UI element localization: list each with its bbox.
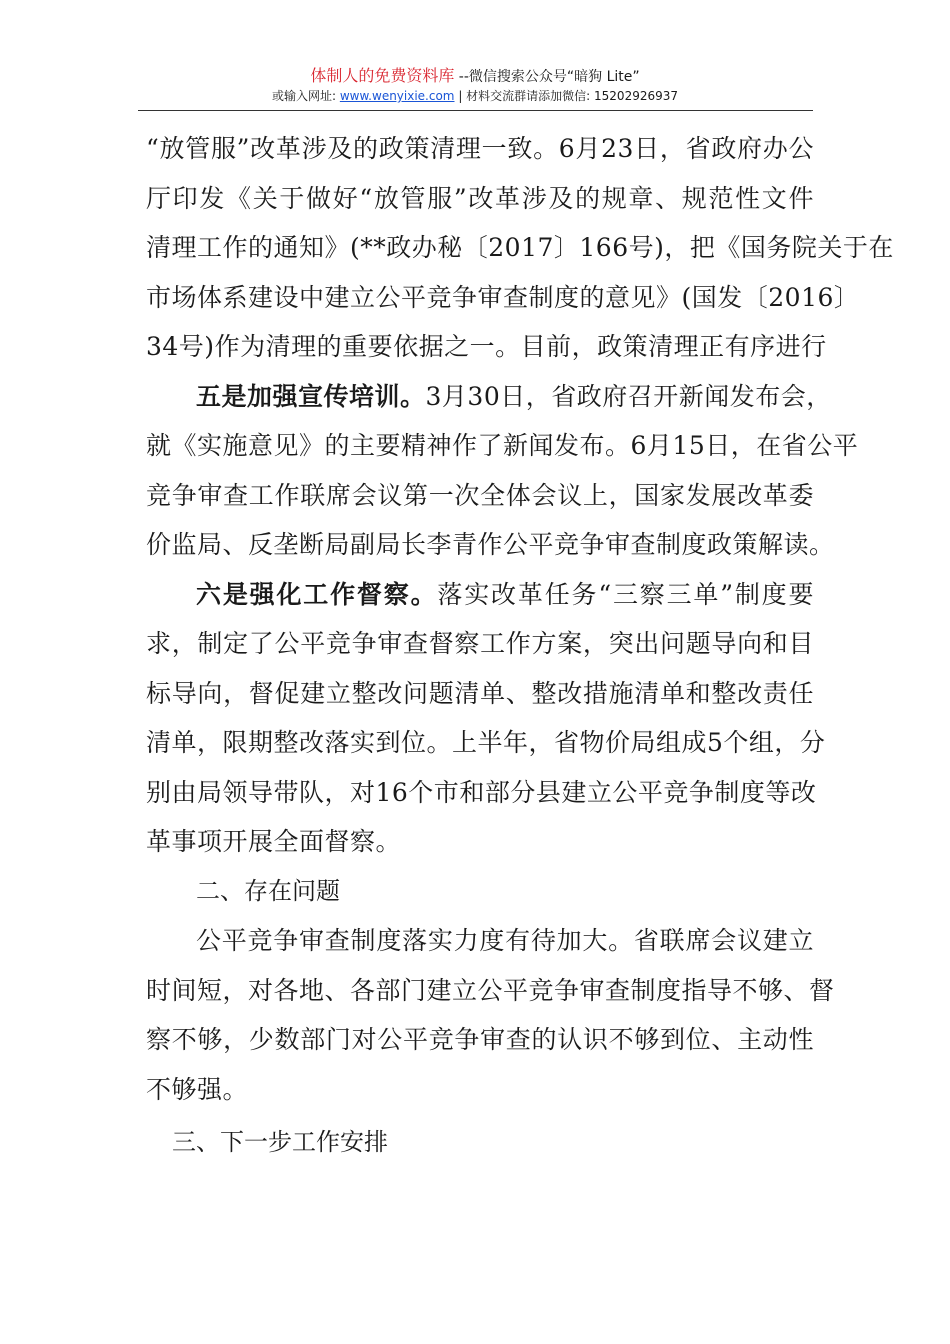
- paragraph-first-line: 公平竞争审查制度落实力度有待加大。省联席会议建立: [196, 926, 814, 955]
- paragraph-line: 时间短，对各地、各部门建立公平竞争审查制度指导不够、督: [146, 975, 835, 1005]
- header-contact-line: [0, 87, 950, 105]
- header-tagline: --微信搜索公众号“暗狗 Lite”: [454, 69, 640, 85]
- header-url-prefix: 或输入网址:: [271, 89, 340, 103]
- paragraph-line: 标导向，督促建立整改问题清单、整改措施清单和整改责任: [146, 678, 814, 708]
- paragraph-supervision: [146, 570, 826, 867]
- paragraph-line: 价监局、反垄断局副局长李青作公平竞争审查制度政策解读。: [146, 530, 835, 559]
- paragraph-lead: 六是强化工作督察。: [196, 579, 438, 609]
- paragraph-first-line: [146, 372, 832, 422]
- header-brand: 体制人的免费资料库: [310, 66, 455, 85]
- paragraph-policy-cleanup: [146, 124, 894, 372]
- paragraph-line: 竞争审查工作联席会议第一次全体会议上，国家发展改革委: [146, 480, 814, 510]
- header-contact: | 材料交流群请添加微信: 15202926937: [454, 89, 679, 103]
- document-header: [0, 66, 950, 105]
- paragraph-line: 清理工作的通知》(**政办秘〔2017〕166号)，把《国务院关于在: [146, 233, 894, 262]
- document-body: [146, 124, 894, 1114]
- paragraph-line: 34号)作为清理的重要依据之一。目前，政策清理正有序进行: [146, 332, 827, 361]
- paragraph-line: 市场体系建设中建立公平竞争审查制度的意见》(国发〔2016〕: [146, 282, 860, 312]
- paragraph-problems: [146, 916, 835, 1114]
- paragraph-first-text: 落实改革任务“三察三单”制度要: [437, 579, 814, 609]
- paragraph-lead: 五是加强宣传培训。: [196, 381, 426, 411]
- paragraph-line: 革事项开展全面督察。: [146, 827, 402, 856]
- paragraph-line: 厅印发《关于做好“放管服”改革涉及的规章、规范性文件: [146, 183, 814, 213]
- paragraph-line: 求，制定了公平竞争审查督察工作方案，突出问题导向和目: [146, 629, 814, 658]
- paragraph-first-line: [146, 570, 814, 620]
- section-heading-next-steps: 三、下一步工作安排: [172, 1128, 388, 1156]
- section-heading-problems: 二、存在问题: [196, 876, 340, 905]
- paragraph-line: 清单，限期整改落实到位。上半年，省物价局组成5个组，分: [146, 728, 826, 757]
- header-banner: [0, 66, 950, 87]
- paragraph-line: 别由局领导带队，对16个市和部分县建立公平竞争制度等改: [146, 777, 817, 807]
- paragraph-line: 不够强。: [146, 1074, 249, 1104]
- paragraph-line: “放管服”改革涉及的政策清理一致。6月23日，省政府办公: [146, 134, 814, 163]
- header-divider: [138, 110, 813, 111]
- paragraph-line: 就《实施意见》的主要精神作了新闻发布。6月15日，在省公平: [146, 431, 859, 460]
- paragraph-first-text: 3月30日，省政府召开新闻发布会，: [425, 381, 832, 411]
- header-url-link[interactable]: www.wenyixie.com: [339, 89, 455, 103]
- paragraph-publicity-training: [146, 372, 859, 570]
- paragraph-line: 察不够，少数部门对公平竞争审查的认识不够到位、主动性: [146, 1025, 814, 1054]
